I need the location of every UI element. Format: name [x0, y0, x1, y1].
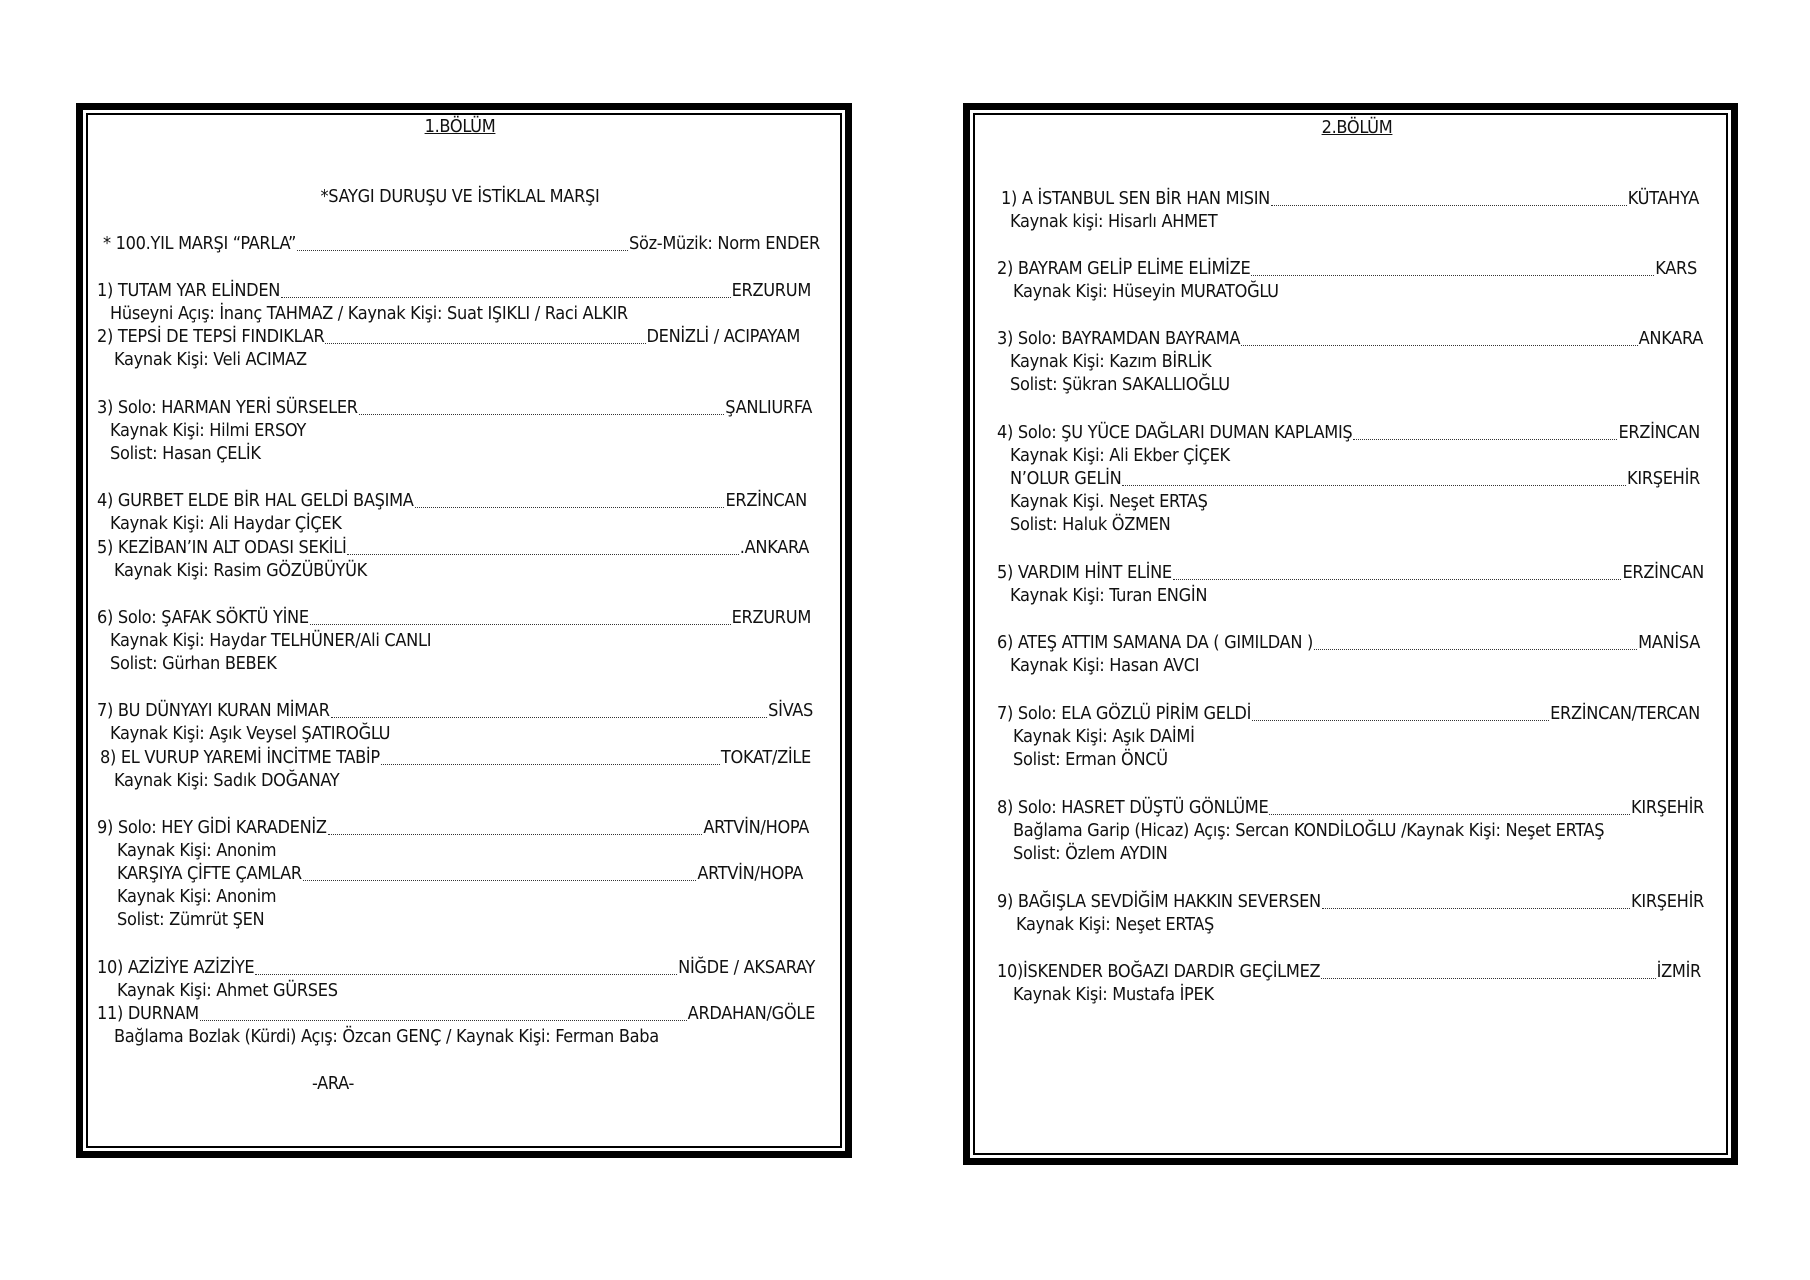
leader-dots [281, 292, 730, 298]
entry-detail: Kaynak Kişi: Mustafa İPEK [1013, 984, 1214, 1005]
leader-dots [310, 619, 731, 625]
entry-region: ARDAHAN/GÖLE [687, 1003, 815, 1024]
entry-title: 5) KEZİBAN’IN ALT ODASI SEKİLİ [97, 537, 347, 558]
entry-region: KÜTAHYA [1627, 188, 1699, 209]
entry-region: KIRŞEHİR [1631, 797, 1704, 818]
entry-region: KIRŞEHİR [1627, 468, 1700, 489]
entry-region: TOKAT/ZİLE [720, 747, 811, 768]
program-entry [97, 396, 812, 420]
entry-title: 5) VARDIM HİNT ELİNE [997, 562, 1172, 583]
entry-region: ERZURUM [731, 607, 811, 628]
entry-title: 8) Solo: HASRET DÜŞTÜ GÖNLÜME [997, 797, 1269, 818]
entry-title: 8) EL VURUP YAREMİ İNCİTME TABİP [100, 747, 380, 768]
entry-detail: Kaynak Kişi: Ali Haydar ÇİÇEK [110, 513, 342, 534]
leader-dots [255, 969, 677, 975]
entry-region: MANİSA [1638, 632, 1700, 653]
entry-detail: Kaynak Kişi: Hüseyin MURATOĞLU [1013, 281, 1279, 302]
entry-detail: Bağlama Garip (Hicaz) Açış: Sercan KONDİLOĞLU /Kaynak Kişi: Neşet ERTAŞ [1013, 820, 1605, 841]
entry-detail: Solist: Zümrüt ŞEN [117, 909, 265, 930]
entry-title: * 100.YIL MARŞI “PARLA” [103, 233, 297, 254]
intermission-label: -ARA- [311, 1073, 355, 1094]
entry-detail: Kaynak Kişi. Neşet ERTAŞ [1010, 491, 1208, 512]
entry-region: KARS [1655, 258, 1697, 279]
leader-dots [1252, 715, 1549, 721]
program-entry [997, 421, 1700, 445]
entry-region: SİVAS [768, 700, 813, 721]
entry-title: 10)İSKENDER BOĞAZI DARDIR GEÇİLMEZ [997, 961, 1321, 982]
leader-dots [328, 829, 703, 835]
entry-title: 2) TEPSİ DE TEPSİ FINDIKLAR [97, 326, 325, 347]
program-entry [997, 327, 1703, 351]
program-entry [997, 257, 1697, 281]
program-entry [997, 561, 1704, 585]
entry-region: ŞANLIURFA [725, 397, 812, 418]
entry-title: 2) BAYRAM GELİP ELİME ELİMİZE [997, 258, 1251, 279]
entry-region: ANKARA [1638, 328, 1703, 349]
leader-dots [1122, 480, 1626, 486]
entry-title: 6) ATEŞ ATTIM SAMANA DA ( GIMILDAN ) [997, 632, 1313, 653]
entry-title: 3) Solo: BAYRAMDAN BAYRAMA [997, 328, 1241, 349]
entry-title: 9) BAĞIŞLA SEVDİĞİM HAKKIN SEVERSEN [997, 891, 1321, 912]
entry-region: ERZİNCAN [725, 490, 807, 511]
entry-title: 4) Solo: ŞU YÜCE DAĞLARI DUMAN KAPLAMIŞ [997, 422, 1353, 443]
program-entry [997, 890, 1704, 914]
entry-region: ARTVİN/HOPA [697, 863, 803, 884]
entry-detail: Solist: Özlem AYDIN [1013, 843, 1168, 864]
program-entry [100, 746, 811, 770]
entry-detail: Kaynak Kişi: Hasan AVCI [1010, 655, 1200, 676]
entry-title: 9) Solo: HEY GİDİ KARADENİZ [97, 817, 327, 838]
entry-detail: Kaynak Kişi: Neşet ERTAŞ [1016, 914, 1214, 935]
entry-detail: Hüseyni Açış: İnanç TAHMAZ / Kaynak Kişi: Suat IŞIKLI / Raci ALKIR [110, 303, 628, 324]
entry-detail: Kaynak Kişi: Veli ACIMAZ [114, 349, 307, 370]
entry-detail: Kaynak Kişi: Ali Ekber ÇİÇEK [1010, 445, 1230, 466]
entry-detail: Kaynak Kişi: Aşık Veysel ŞATIROĞLU [110, 723, 391, 744]
entry-title: 1) A İSTANBUL SEN BİR HAN MISIN [1001, 188, 1270, 209]
leader-dots [297, 245, 628, 251]
leader-dots [325, 338, 645, 344]
entry-detail: Kaynak Kişi: Anonim [117, 886, 277, 907]
entry-region: NİĞDE / AKSARAY [678, 957, 815, 978]
program-entry [97, 816, 809, 840]
entry-detail: Kaynak Kişi: Ahmet GÜRSES [117, 980, 338, 1001]
program-entry [103, 232, 820, 256]
leader-dots [415, 502, 725, 508]
leader-dots [1321, 973, 1655, 979]
part-1-heading: 1.BÖLÜM [424, 116, 496, 137]
entry-region: ERZİNCAN/TERCAN [1550, 703, 1700, 724]
leader-dots [1271, 200, 1627, 206]
entry-detail: Kaynak Kişi: Kazım BİRLİK [1010, 351, 1212, 372]
entry-detail: Kaynak Kişi: Rasim GÖZÜBÜYÜK [114, 560, 367, 581]
leader-dots [331, 712, 767, 718]
entry-title: 7) Solo: ELA GÖZLÜ PİRİM GELDİ [997, 703, 1252, 724]
entry-title: 1) TUTAM YAR ELİNDEN [97, 280, 281, 301]
entry-detail: Kaynak Kişi: Anonim [117, 840, 277, 861]
leader-dots [347, 549, 738, 555]
part-2-heading: 2.BÖLÜM [1321, 117, 1393, 138]
entry-region: ARTVİN/HOPA [703, 817, 809, 838]
entry-detail: Kaynak Kişi: Sadık DOĞANAY [114, 770, 340, 791]
entry-title: KARŞIYA ÇİFTE ÇAMLAR [117, 863, 302, 884]
entry-region: ERZİNCAN [1622, 562, 1704, 583]
leader-dots [1353, 434, 1617, 440]
leader-dots [1241, 340, 1637, 346]
entry-region: KIRŞEHİR [1631, 891, 1704, 912]
entry-detail: Kaynak Kişi: Aşık DAİMİ [1013, 726, 1195, 747]
entry-detail: Solist: Şükran SAKALLIOĞLU [1010, 374, 1230, 395]
entry-region: .ANKARA [739, 537, 809, 558]
leader-dots [1314, 644, 1637, 650]
entry-title: 7) BU DÜNYAYI KURAN MİMAR [97, 700, 330, 721]
program-entry [97, 489, 807, 513]
entry-title: 4) GURBET ELDE BİR HAL GELDİ BAŞIMA [97, 490, 414, 511]
program-entry [97, 699, 813, 723]
entry-detail: Kaynak Kişi: Haydar TELHÜNER/Ali CANLI [110, 630, 432, 651]
entry-credit: Söz-Müzik: Norm ENDER [628, 233, 820, 254]
entry-title: 6) Solo: ŞAFAK SÖKTÜ YİNE [97, 607, 309, 628]
entry-region: ERZURUM [731, 280, 811, 301]
program-entry [117, 862, 803, 886]
leader-dots [1173, 574, 1622, 580]
entry-detail: Bağlama Bozlak (Kürdi) Açış: Özcan GENÇ / Kaynak Kişi: Ferman Baba [114, 1026, 659, 1047]
leader-dots [1322, 903, 1630, 909]
entry-title: 10) AZİZİYE AZİZİYE [97, 957, 255, 978]
entry-region: DENİZLİ / ACIPAYAM [646, 326, 800, 347]
program-entry [97, 279, 811, 303]
program-entry [1010, 467, 1700, 491]
entry-detail: Solist: Gürhan BEBEK [110, 653, 277, 674]
program-entry [997, 631, 1700, 655]
entry-title: N’OLUR GELİN [1010, 468, 1122, 489]
program-entry [997, 960, 1701, 984]
entry-title: 3) Solo: HARMAN YERİ SÜRSELER [97, 397, 358, 418]
entry-detail: Solist: Erman ÖNCÜ [1013, 749, 1168, 770]
leader-dots [1251, 270, 1654, 276]
leader-dots [1269, 809, 1630, 815]
program-entry [97, 606, 811, 630]
entry-title: 11) DURNAM [97, 1003, 199, 1024]
program-entry [97, 536, 809, 560]
entry-detail: Kaynak kişi: Hisarlı AHMET [1010, 211, 1218, 232]
entry-detail: Kaynak Kişi: Hilmi ERSOY [110, 420, 306, 441]
leader-dots [200, 1015, 687, 1021]
program-entry [997, 702, 1700, 726]
program-entry [1001, 187, 1699, 211]
opening-ceremony: *SAYGI DURUŞU VE İSTİKLAL MARŞI [320, 186, 600, 207]
leader-dots [359, 409, 725, 415]
program-entry [97, 956, 815, 980]
entry-detail: Kaynak Kişi: Turan ENGİN [1010, 585, 1208, 606]
leader-dots [381, 759, 720, 765]
leader-dots [303, 875, 697, 881]
entry-region: İZMİR [1656, 961, 1701, 982]
program-entry [997, 796, 1704, 820]
entry-region: ERZİNCAN [1618, 422, 1700, 443]
entry-detail: Solist: Haluk ÖZMEN [1010, 514, 1171, 535]
program-entry [97, 325, 800, 349]
program-entry [97, 1002, 815, 1026]
entry-detail: Solist: Hasan ÇELİK [110, 443, 261, 464]
